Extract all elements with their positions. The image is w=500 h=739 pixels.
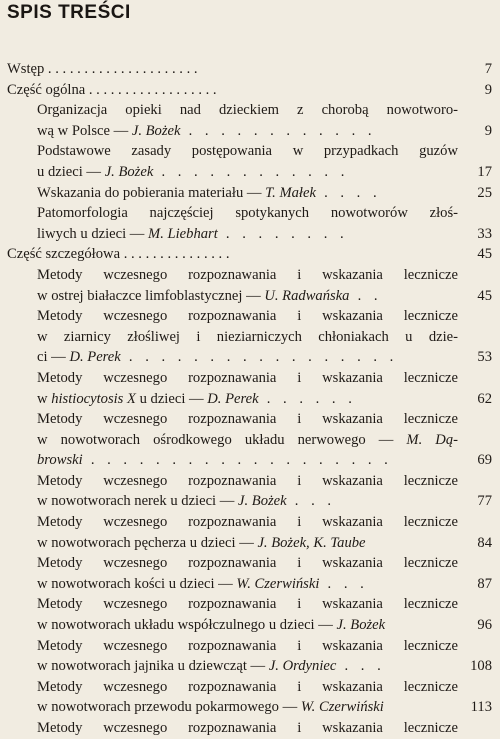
toc-leader: . . . . . . . . . . . . . . . . . . . — [82, 452, 393, 469]
toc-title: Organizacja opieki nad dzieckiem z chorobą nowotworo- — [37, 102, 458, 119]
toc-leader: . . . . — [315, 184, 382, 201]
toc-row — [0, 574, 500, 595]
toc-page-number: 25 — [477, 184, 492, 201]
toc-entry-text — [37, 491, 458, 512]
toc-entry-text — [37, 141, 458, 162]
toc-entry-text — [37, 183, 458, 204]
toc-author: J. Bożek — [104, 163, 154, 180]
toc-title: Metody wczesnego rozpoznawania i wskazania lecznicze — [37, 266, 458, 283]
toc-page-number: 9 — [484, 122, 492, 139]
toc-leader: . . . . . . — [258, 390, 357, 407]
toc-row — [0, 162, 500, 183]
toc-entry-text — [37, 409, 458, 430]
toc-row — [0, 677, 500, 698]
toc-title: Metody wczesnego rozpoznawania i wskazania lecznicze — [37, 472, 458, 489]
toc-entry-text — [37, 286, 458, 307]
toc-author: J. Bożek — [131, 122, 181, 139]
toc-entry-text — [7, 244, 230, 265]
toc-title: Część ogólna . . . . . . . . . . . . . . . . . . — [7, 81, 217, 98]
toc-author: M. Dą- — [406, 431, 458, 448]
toc-title: Metody wczesnego rozpoznawania i wskazania lecznicze — [37, 678, 458, 695]
toc-page-number: 17 — [477, 163, 492, 180]
toc-author: D. Perek — [69, 349, 121, 366]
toc-entry-text — [7, 80, 217, 101]
toc-row — [0, 327, 500, 348]
toc-title: w ostrej białaczce limfoblastycznej — — [37, 287, 265, 304]
toc-title: w ziarnicy złośliwej i nieziarniczych chłoniakach u dzie- — [37, 328, 458, 345]
toc-entry-text — [37, 203, 458, 224]
toc-row — [0, 430, 500, 451]
toc-title: w nowotworach pęcherza u dzieci — — [37, 534, 258, 551]
toc-leader: . . . — [319, 575, 369, 592]
toc-page-number: 113 — [470, 699, 492, 716]
toc-title: w nowotworach jajnika u dziewcząt — — [37, 658, 269, 675]
toc-page-number: 84 — [477, 534, 492, 551]
toc-row — [0, 80, 500, 101]
toc-row — [0, 183, 500, 204]
toc-author: T. Małek — [265, 184, 316, 201]
toc-row — [0, 244, 500, 265]
page-title: SPIS TREŚCI — [7, 2, 131, 23]
toc-entry-text — [37, 512, 458, 533]
toc-row — [0, 718, 500, 739]
toc-row — [0, 471, 500, 492]
toc-page-number: 87 — [477, 575, 492, 592]
toc-title: Wskazania do pobierania materiału — — [37, 184, 266, 201]
toc-author: J. Bożek, K. Taube — [257, 534, 366, 551]
toc-title: w nowotworach układu współczulnego u dzieci — — [37, 617, 337, 634]
toc-page-number: 9 — [484, 81, 492, 98]
toc-title: Metody wczesnego rozpoznawania i wskazania lecznicze — [37, 308, 458, 325]
toc-title: w nowotworach ośrodkowego układu nerwowego — — [37, 431, 407, 448]
toc-entry-text — [37, 533, 458, 554]
toc-row — [0, 389, 500, 410]
toc-entry-text — [37, 224, 458, 245]
toc-entry-text — [37, 553, 458, 574]
toc-title: Metody wczesnego rozpoznawania i wskazania lecznicze — [37, 596, 458, 613]
toc-row — [0, 491, 500, 512]
toc-row — [0, 203, 500, 224]
toc-entry-text — [37, 636, 458, 657]
toc-row — [0, 636, 500, 657]
toc-author: browski — [37, 452, 83, 469]
toc-row — [0, 697, 500, 718]
toc-title: Metody wczesnego rozpoznawania i wskazania lecznicze — [37, 514, 458, 531]
toc-title: Metody wczesnego rozpoznawania i wskazania lecznicze — [37, 637, 458, 654]
toc-row — [0, 512, 500, 533]
toc-entry-text — [37, 718, 458, 739]
toc-leader: . . . . . . . . . . . . — [180, 122, 377, 139]
toc-title: Metody wczesnego rozpoznawania i wskazania lecznicze — [37, 720, 458, 736]
toc-row — [0, 100, 500, 121]
toc-title: w nowotworach nerek u dzieci — — [37, 493, 238, 510]
toc-entry-text — [37, 265, 458, 286]
toc-entry-text — [37, 162, 458, 183]
toc-entry-text — [37, 100, 458, 121]
toc-title: ci — — [37, 349, 70, 366]
toc-page-number: 108 — [470, 658, 492, 675]
toc-title: Wstęp . . . . . . . . . . . . . . . . . . . . . — [7, 61, 198, 77]
toc-latin-term: histiocytosis X — [51, 390, 136, 407]
toc-entry-text — [37, 368, 458, 389]
toc-page-number: 62 — [477, 390, 492, 407]
toc-leader: . . . — [286, 493, 336, 510]
toc-row — [0, 615, 500, 636]
toc-row — [0, 409, 500, 430]
toc-entry-text — [37, 594, 458, 615]
toc-author: D. Perek — [207, 390, 259, 407]
toc-author: M. Liebhart — [148, 225, 218, 242]
toc-title: Metody wczesnego rozpoznawania i wskazania lecznicze — [37, 369, 458, 386]
toc-entry-text — [37, 656, 458, 677]
toc-leader: . . . . . . . . . . . . — [153, 163, 349, 180]
toc-author: J. Bożek — [336, 617, 386, 634]
toc-leader: . . . . . . . . — [217, 225, 349, 242]
toc-author: U. Radwańska — [264, 287, 350, 304]
toc-entry-text — [37, 306, 458, 327]
toc-author: W. Czerwiński — [300, 699, 384, 716]
toc-entry-text — [37, 574, 458, 595]
toc-row — [0, 553, 500, 574]
toc-row — [0, 533, 500, 554]
toc-page-number: 33 — [477, 225, 492, 242]
toc-list — [0, 59, 500, 739]
toc-row — [0, 265, 500, 286]
toc-page-number: 45 — [477, 246, 492, 263]
toc-entry-text — [37, 121, 458, 142]
toc-title: wą w Polsce — — [37, 122, 132, 139]
toc-row — [0, 141, 500, 162]
toc-row — [0, 286, 500, 307]
toc-title: liwych u dzieci — — [37, 225, 149, 242]
toc-title-cont: u dzieci — — [135, 390, 208, 407]
toc-entry-text — [37, 347, 458, 368]
toc-leader: . . . — [336, 658, 386, 675]
toc-entry-text — [37, 697, 458, 718]
toc-author: J. Ordyniec — [268, 658, 337, 675]
toc-row — [0, 224, 500, 245]
toc-page-number: 69 — [477, 452, 492, 469]
toc-row — [0, 347, 500, 368]
toc-entry-text — [37, 615, 458, 636]
toc-row — [0, 121, 500, 142]
toc-title: Metody wczesnego rozpoznawania i wskazania lecznicze — [37, 411, 458, 428]
toc-title: u dzieci — — [37, 163, 105, 180]
toc-page-number: 77 — [477, 493, 492, 510]
toc-row — [0, 594, 500, 615]
toc-title: w nowotworach kości u dzieci — — [37, 575, 237, 592]
toc-entry-text — [37, 327, 458, 348]
toc-entry-text — [37, 430, 458, 451]
toc-page-number: 45 — [477, 287, 492, 304]
toc-title: Podstawowe zasady postępowania w przypadkach guzów — [37, 143, 458, 160]
toc-title: w nowotworach przewodu pokarmowego — — [37, 699, 301, 716]
toc-title: Część szczegółowa . . . . . . . . . . . . . . . — [7, 246, 230, 263]
toc-entry-text — [37, 677, 458, 698]
toc-entry-text — [37, 450, 458, 471]
toc-title: w — [37, 390, 52, 407]
toc-page-number: 96 — [477, 617, 492, 634]
toc-leader: . . . . . . . . . . . . . . . . . — [120, 349, 398, 366]
toc-row — [0, 656, 500, 677]
toc-author: J. Bożek — [238, 493, 287, 510]
toc-row — [0, 59, 500, 80]
toc-entry-text — [37, 471, 458, 492]
toc-leader: . . — [349, 287, 383, 304]
toc-row — [0, 368, 500, 389]
toc-row — [0, 306, 500, 327]
toc-row — [0, 450, 500, 471]
toc-title: Patomorfologia najczęściej spotykanych nowotworów złoś- — [37, 205, 458, 222]
toc-entry-text — [37, 389, 458, 410]
toc-page-number: 7 — [484, 61, 492, 77]
toc-title: Metody wczesnego rozpoznawania i wskazania lecznicze — [37, 555, 458, 572]
toc-page-number: 53 — [477, 349, 492, 366]
toc-entry-text — [7, 59, 198, 80]
toc-author: W. Czerwiński — [236, 575, 320, 592]
